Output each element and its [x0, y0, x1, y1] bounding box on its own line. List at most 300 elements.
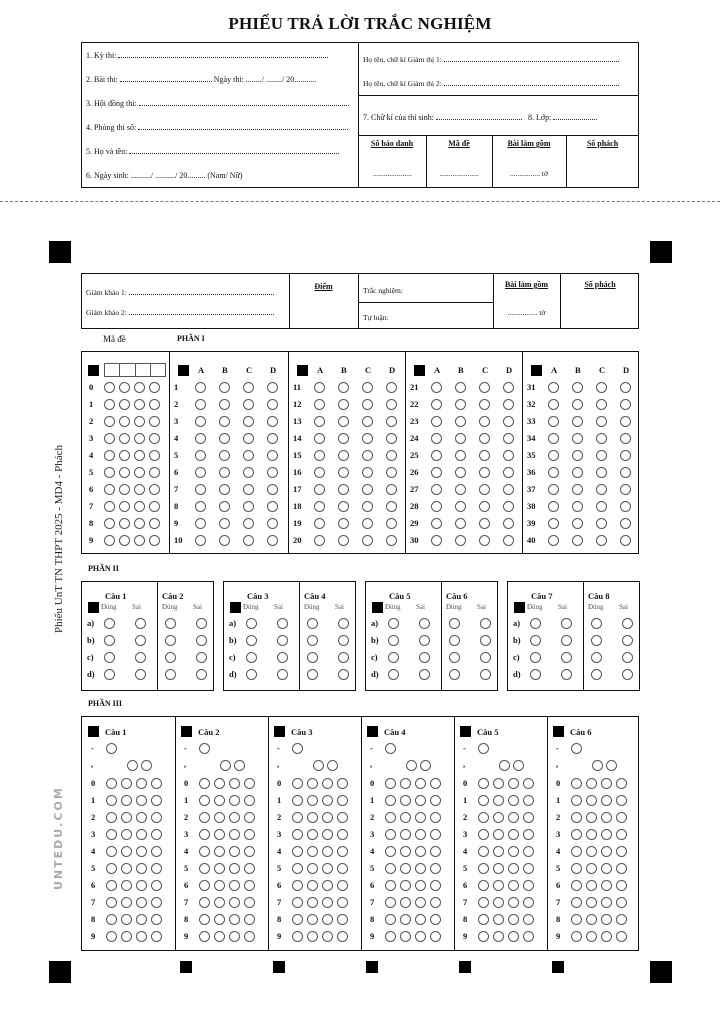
- digit-bubble[interactable]: [214, 795, 225, 806]
- digit-bubble[interactable]: [430, 914, 441, 925]
- digit-bubble[interactable]: [136, 897, 147, 908]
- digit-bubble[interactable]: [106, 914, 117, 925]
- digit-bubble[interactable]: [214, 829, 225, 840]
- answer-bubble[interactable]: [362, 399, 373, 410]
- answer-bubble[interactable]: [503, 416, 514, 427]
- true-false-bubble[interactable]: [307, 618, 318, 629]
- answer-bubble[interactable]: [596, 518, 607, 529]
- code-bubble[interactable]: [104, 518, 115, 529]
- true-false-bubble[interactable]: [530, 652, 541, 663]
- true-false-bubble[interactable]: [196, 618, 207, 629]
- digit-bubble[interactable]: [523, 880, 534, 891]
- digit-bubble[interactable]: [478, 914, 489, 925]
- answer-bubble[interactable]: [195, 518, 206, 529]
- answer-bubble[interactable]: [431, 501, 442, 512]
- digit-bubble[interactable]: [385, 846, 396, 857]
- digit-bubble[interactable]: [571, 914, 582, 925]
- true-false-bubble[interactable]: [165, 618, 176, 629]
- answer-bubble[interactable]: [195, 467, 206, 478]
- digit-bubble[interactable]: [601, 795, 612, 806]
- digit-bubble[interactable]: [106, 846, 117, 857]
- code-bubble[interactable]: [134, 416, 145, 427]
- answer-bubble[interactable]: [314, 416, 325, 427]
- digit-bubble[interactable]: [493, 795, 504, 806]
- answer-bubble[interactable]: [479, 518, 490, 529]
- code-bubble[interactable]: [104, 467, 115, 478]
- true-false-bubble[interactable]: [388, 618, 399, 629]
- digit-bubble[interactable]: [586, 846, 597, 857]
- true-false-bubble[interactable]: [104, 635, 115, 646]
- digit-bubble[interactable]: [415, 897, 426, 908]
- answer-bubble[interactable]: [195, 382, 206, 393]
- digit-bubble[interactable]: [415, 846, 426, 857]
- proctor-2-field[interactable]: Họ tên, chữ kí Giám thị 2:: [363, 79, 635, 88]
- minus-bubble[interactable]: [478, 743, 489, 754]
- digit-bubble[interactable]: [571, 829, 582, 840]
- digit-bubble[interactable]: [292, 914, 303, 925]
- candidate-field-2[interactable]: 2. Bài thi: Ngày thi: ......../ ......../ 20...........: [86, 75, 317, 84]
- digit-bubble[interactable]: [136, 812, 147, 823]
- digit-bubble[interactable]: [415, 829, 426, 840]
- answer-bubble[interactable]: [572, 518, 583, 529]
- signature-field[interactable]: 7. Chữ kí của thí sinh: 8. Lớp:: [363, 113, 635, 122]
- answer-bubble[interactable]: [503, 467, 514, 478]
- digit-bubble[interactable]: [307, 931, 318, 942]
- true-false-bubble[interactable]: [561, 618, 572, 629]
- digit-bubble[interactable]: [430, 897, 441, 908]
- digit-bubble[interactable]: [478, 829, 489, 840]
- digit-bubble[interactable]: [199, 914, 210, 925]
- answer-bubble[interactable]: [386, 399, 397, 410]
- answer-bubble[interactable]: [455, 535, 466, 546]
- digit-bubble[interactable]: [229, 795, 240, 806]
- answer-bubble[interactable]: [620, 535, 631, 546]
- answer-bubble[interactable]: [314, 399, 325, 410]
- info-col-value-1[interactable]: .....................: [439, 169, 479, 178]
- answer-bubble[interactable]: [219, 433, 230, 444]
- answer-bubble[interactable]: [386, 450, 397, 461]
- answer-bubble[interactable]: [548, 416, 559, 427]
- digit-bubble[interactable]: [307, 778, 318, 789]
- digit-bubble[interactable]: [571, 846, 582, 857]
- digit-bubble[interactable]: [430, 931, 441, 942]
- code-bubble[interactable]: [149, 399, 160, 410]
- true-false-bubble[interactable]: [246, 635, 257, 646]
- digit-bubble[interactable]: [244, 795, 255, 806]
- digit-bubble[interactable]: [292, 931, 303, 942]
- code-bubble[interactable]: [134, 382, 145, 393]
- digit-bubble[interactable]: [229, 846, 240, 857]
- digit-bubble[interactable]: [415, 812, 426, 823]
- answer-bubble[interactable]: [386, 416, 397, 427]
- true-false-bubble[interactable]: [561, 635, 572, 646]
- digit-bubble[interactable]: [199, 795, 210, 806]
- comma-bubble[interactable]: [313, 760, 324, 771]
- digit-bubble[interactable]: [493, 931, 504, 942]
- answer-bubble[interactable]: [362, 484, 373, 495]
- answer-bubble[interactable]: [362, 467, 373, 478]
- digit-bubble[interactable]: [244, 863, 255, 874]
- answer-bubble[interactable]: [572, 467, 583, 478]
- answer-bubble[interactable]: [572, 535, 583, 546]
- digit-bubble[interactable]: [136, 863, 147, 874]
- answer-bubble[interactable]: [431, 484, 442, 495]
- true-false-bubble[interactable]: [277, 635, 288, 646]
- answer-bubble[interactable]: [431, 450, 442, 461]
- code-bubble[interactable]: [134, 518, 145, 529]
- code-bubble[interactable]: [119, 518, 130, 529]
- comma-bubble[interactable]: [513, 760, 524, 771]
- true-false-bubble[interactable]: [419, 635, 430, 646]
- digit-bubble[interactable]: [400, 931, 411, 942]
- digit-bubble[interactable]: [229, 812, 240, 823]
- comma-bubble[interactable]: [499, 760, 510, 771]
- true-false-bubble[interactable]: [277, 652, 288, 663]
- candidate-field-5[interactable]: 5. Họ và tên:: [86, 147, 354, 156]
- answer-bubble[interactable]: [386, 484, 397, 495]
- digit-bubble[interactable]: [322, 812, 333, 823]
- digit-bubble[interactable]: [478, 897, 489, 908]
- digit-bubble[interactable]: [508, 863, 519, 874]
- digit-bubble[interactable]: [601, 914, 612, 925]
- answer-bubble[interactable]: [362, 518, 373, 529]
- digit-bubble[interactable]: [478, 795, 489, 806]
- digit-bubble[interactable]: [508, 897, 519, 908]
- comma-bubble[interactable]: [606, 760, 617, 771]
- answer-bubble[interactable]: [620, 484, 631, 495]
- true-false-bubble[interactable]: [338, 652, 349, 663]
- answer-bubble[interactable]: [219, 535, 230, 546]
- digit-bubble[interactable]: [523, 931, 534, 942]
- answer-bubble[interactable]: [479, 535, 490, 546]
- answer-bubble[interactable]: [267, 535, 278, 546]
- answer-bubble[interactable]: [548, 399, 559, 410]
- answer-bubble[interactable]: [219, 450, 230, 461]
- true-false-bubble[interactable]: [622, 635, 633, 646]
- digit-bubble[interactable]: [616, 897, 627, 908]
- answer-bubble[interactable]: [314, 501, 325, 512]
- digit-bubble[interactable]: [601, 897, 612, 908]
- digit-bubble[interactable]: [199, 897, 210, 908]
- candidate-field-1[interactable]: 1. Kỳ thi:: [86, 51, 354, 60]
- true-false-bubble[interactable]: [591, 669, 602, 680]
- true-false-bubble[interactable]: [480, 652, 491, 663]
- digit-bubble[interactable]: [121, 914, 132, 925]
- answer-bubble[interactable]: [243, 416, 254, 427]
- answer-bubble[interactable]: [596, 399, 607, 410]
- answer-bubble[interactable]: [431, 535, 442, 546]
- answer-bubble[interactable]: [267, 433, 278, 444]
- code-bubble[interactable]: [104, 416, 115, 427]
- answer-bubble[interactable]: [548, 433, 559, 444]
- essay-score-field[interactable]: Tự luận:: [363, 313, 389, 322]
- digit-bubble[interactable]: [601, 778, 612, 789]
- digit-bubble[interactable]: [430, 795, 441, 806]
- digit-bubble[interactable]: [400, 846, 411, 857]
- answer-bubble[interactable]: [338, 450, 349, 461]
- true-false-bubble[interactable]: [530, 669, 541, 680]
- answer-bubble[interactable]: [338, 518, 349, 529]
- digit-bubble[interactable]: [322, 846, 333, 857]
- digit-bubble[interactable]: [322, 829, 333, 840]
- comma-bubble[interactable]: [127, 760, 138, 771]
- code-bubble[interactable]: [149, 450, 160, 461]
- answer-bubble[interactable]: [431, 416, 442, 427]
- digit-bubble[interactable]: [229, 863, 240, 874]
- true-false-bubble[interactable]: [449, 618, 460, 629]
- digit-bubble[interactable]: [571, 897, 582, 908]
- digit-bubble[interactable]: [121, 829, 132, 840]
- code-bubble[interactable]: [134, 467, 145, 478]
- answer-bubble[interactable]: [267, 501, 278, 512]
- digit-bubble[interactable]: [244, 812, 255, 823]
- answer-bubble[interactable]: [195, 433, 206, 444]
- answer-bubble[interactable]: [620, 501, 631, 512]
- true-false-bubble[interactable]: [307, 669, 318, 680]
- code-bubble[interactable]: [149, 484, 160, 495]
- digit-bubble[interactable]: [616, 914, 627, 925]
- answer-bubble[interactable]: [455, 484, 466, 495]
- true-false-bubble[interactable]: [419, 669, 430, 680]
- digit-bubble[interactable]: [337, 931, 348, 942]
- digit-bubble[interactable]: [292, 829, 303, 840]
- digit-bubble[interactable]: [106, 812, 117, 823]
- code-bubble[interactable]: [104, 399, 115, 410]
- digit-bubble[interactable]: [214, 812, 225, 823]
- digit-bubble[interactable]: [601, 863, 612, 874]
- answer-bubble[interactable]: [596, 433, 607, 444]
- answer-bubble[interactable]: [479, 416, 490, 427]
- code-bubble[interactable]: [149, 535, 160, 546]
- answer-bubble[interactable]: [548, 382, 559, 393]
- digit-bubble[interactable]: [415, 914, 426, 925]
- exam-code-input[interactable]: [104, 363, 166, 377]
- digit-bubble[interactable]: [586, 863, 597, 874]
- answer-bubble[interactable]: [572, 450, 583, 461]
- true-false-bubble[interactable]: [419, 618, 430, 629]
- digit-bubble[interactable]: [616, 880, 627, 891]
- digit-bubble[interactable]: [523, 846, 534, 857]
- answer-bubble[interactable]: [386, 433, 397, 444]
- digit-bubble[interactable]: [106, 880, 117, 891]
- digit-bubble[interactable]: [616, 795, 627, 806]
- answer-bubble[interactable]: [338, 501, 349, 512]
- answer-bubble[interactable]: [338, 433, 349, 444]
- answer-bubble[interactable]: [596, 382, 607, 393]
- answer-bubble[interactable]: [548, 484, 559, 495]
- digit-bubble[interactable]: [121, 795, 132, 806]
- answer-bubble[interactable]: [455, 399, 466, 410]
- true-false-bubble[interactable]: [480, 618, 491, 629]
- digit-bubble[interactable]: [229, 914, 240, 925]
- answer-bubble[interactable]: [314, 433, 325, 444]
- code-bubble[interactable]: [119, 416, 130, 427]
- digit-bubble[interactable]: [616, 863, 627, 874]
- answer-bubble[interactable]: [479, 399, 490, 410]
- answer-bubble[interactable]: [362, 450, 373, 461]
- answer-bubble[interactable]: [314, 467, 325, 478]
- answer-bubble[interactable]: [338, 467, 349, 478]
- answer-bubble[interactable]: [243, 450, 254, 461]
- digit-bubble[interactable]: [400, 880, 411, 891]
- digit-bubble[interactable]: [322, 880, 333, 891]
- digit-bubble[interactable]: [415, 795, 426, 806]
- answer-bubble[interactable]: [503, 501, 514, 512]
- comma-bubble[interactable]: [141, 760, 152, 771]
- digit-bubble[interactable]: [415, 778, 426, 789]
- digit-bubble[interactable]: [430, 846, 441, 857]
- digit-bubble[interactable]: [229, 778, 240, 789]
- digit-bubble[interactable]: [337, 897, 348, 908]
- digit-bubble[interactable]: [151, 795, 162, 806]
- digit-bubble[interactable]: [214, 897, 225, 908]
- digit-bubble[interactable]: [571, 863, 582, 874]
- digit-bubble[interactable]: [415, 863, 426, 874]
- digit-bubble[interactable]: [307, 829, 318, 840]
- digit-bubble[interactable]: [400, 897, 411, 908]
- answer-bubble[interactable]: [386, 501, 397, 512]
- digit-bubble[interactable]: [586, 795, 597, 806]
- true-false-bubble[interactable]: [622, 669, 633, 680]
- code-bubble[interactable]: [119, 382, 130, 393]
- digit-bubble[interactable]: [337, 880, 348, 891]
- answer-bubble[interactable]: [548, 450, 559, 461]
- digit-bubble[interactable]: [337, 812, 348, 823]
- candidate-field-6[interactable]: 6. Ngày sinh: ........../ ........../ 20......... (Nam/ Nữ): [86, 171, 243, 180]
- answer-bubble[interactable]: [386, 518, 397, 529]
- digit-bubble[interactable]: [508, 914, 519, 925]
- answer-bubble[interactable]: [386, 467, 397, 478]
- answer-bubble[interactable]: [620, 518, 631, 529]
- code-bubble[interactable]: [104, 450, 115, 461]
- answer-bubble[interactable]: [219, 467, 230, 478]
- digit-bubble[interactable]: [430, 778, 441, 789]
- digit-bubble[interactable]: [214, 846, 225, 857]
- digit-bubble[interactable]: [307, 880, 318, 891]
- digit-bubble[interactable]: [586, 829, 597, 840]
- answer-bubble[interactable]: [620, 416, 631, 427]
- candidate-field-4[interactable]: 4. Phòng thi số:: [86, 123, 354, 132]
- digit-bubble[interactable]: [292, 897, 303, 908]
- digit-bubble[interactable]: [229, 897, 240, 908]
- digit-bubble[interactable]: [400, 829, 411, 840]
- digit-bubble[interactable]: [121, 846, 132, 857]
- answer-bubble[interactable]: [386, 535, 397, 546]
- answer-bubble[interactable]: [548, 467, 559, 478]
- true-false-bubble[interactable]: [135, 635, 146, 646]
- digit-bubble[interactable]: [571, 812, 582, 823]
- digit-bubble[interactable]: [601, 846, 612, 857]
- answer-bubble[interactable]: [431, 518, 442, 529]
- candidate-field-3[interactable]: 3. Hội đồng thi:: [86, 99, 354, 108]
- answer-bubble[interactable]: [243, 382, 254, 393]
- true-false-bubble[interactable]: [622, 652, 633, 663]
- info-col-value-0[interactable]: .....................: [372, 169, 412, 178]
- digit-bubble[interactable]: [136, 795, 147, 806]
- true-false-bubble[interactable]: [165, 669, 176, 680]
- digit-bubble[interactable]: [523, 778, 534, 789]
- digit-bubble[interactable]: [151, 897, 162, 908]
- digit-bubble[interactable]: [322, 931, 333, 942]
- answer-bubble[interactable]: [338, 535, 349, 546]
- digit-bubble[interactable]: [616, 931, 627, 942]
- digit-bubble[interactable]: [508, 880, 519, 891]
- answer-bubble[interactable]: [195, 501, 206, 512]
- true-false-bubble[interactable]: [388, 652, 399, 663]
- digit-bubble[interactable]: [337, 795, 348, 806]
- code-bubble[interactable]: [149, 433, 160, 444]
- digit-bubble[interactable]: [121, 880, 132, 891]
- digit-bubble[interactable]: [478, 846, 489, 857]
- answer-bubble[interactable]: [267, 382, 278, 393]
- digit-bubble[interactable]: [121, 778, 132, 789]
- digit-bubble[interactable]: [523, 812, 534, 823]
- answer-bubble[interactable]: [503, 399, 514, 410]
- code-bubble[interactable]: [119, 467, 130, 478]
- digit-bubble[interactable]: [106, 863, 117, 874]
- digit-bubble[interactable]: [214, 931, 225, 942]
- true-false-bubble[interactable]: [104, 652, 115, 663]
- code-bubble[interactable]: [134, 433, 145, 444]
- digit-bubble[interactable]: [337, 846, 348, 857]
- digit-bubble[interactable]: [385, 795, 396, 806]
- answer-bubble[interactable]: [243, 399, 254, 410]
- digit-bubble[interactable]: [244, 846, 255, 857]
- digit-bubble[interactable]: [199, 846, 210, 857]
- answer-bubble[interactable]: [455, 501, 466, 512]
- digit-bubble[interactable]: [478, 863, 489, 874]
- digit-bubble[interactable]: [478, 778, 489, 789]
- digit-bubble[interactable]: [322, 914, 333, 925]
- digit-bubble[interactable]: [307, 812, 318, 823]
- digit-bubble[interactable]: [478, 880, 489, 891]
- true-false-bubble[interactable]: [307, 652, 318, 663]
- answer-bubble[interactable]: [338, 416, 349, 427]
- answer-bubble[interactable]: [503, 382, 514, 393]
- answer-bubble[interactable]: [219, 382, 230, 393]
- answer-bubble[interactable]: [362, 501, 373, 512]
- answer-bubble[interactable]: [548, 518, 559, 529]
- digit-bubble[interactable]: [385, 863, 396, 874]
- true-false-bubble[interactable]: [338, 618, 349, 629]
- answer-bubble[interactable]: [219, 518, 230, 529]
- digit-bubble[interactable]: [307, 846, 318, 857]
- true-false-bubble[interactable]: [530, 618, 541, 629]
- digit-bubble[interactable]: [430, 863, 441, 874]
- digit-bubble[interactable]: [508, 829, 519, 840]
- digit-bubble[interactable]: [199, 778, 210, 789]
- answer-bubble[interactable]: [195, 450, 206, 461]
- digit-bubble[interactable]: [337, 778, 348, 789]
- digit-bubble[interactable]: [292, 880, 303, 891]
- minus-bubble[interactable]: [571, 743, 582, 754]
- digit-bubble[interactable]: [415, 931, 426, 942]
- code-bubble[interactable]: [119, 501, 130, 512]
- code-bubble[interactable]: [134, 484, 145, 495]
- answer-bubble[interactable]: [195, 484, 206, 495]
- digit-bubble[interactable]: [229, 880, 240, 891]
- digit-bubble[interactable]: [322, 863, 333, 874]
- digit-bubble[interactable]: [493, 812, 504, 823]
- answer-bubble[interactable]: [572, 399, 583, 410]
- digit-bubble[interactable]: [508, 778, 519, 789]
- answer-bubble[interactable]: [431, 382, 442, 393]
- digit-bubble[interactable]: [523, 914, 534, 925]
- code-bubble[interactable]: [119, 535, 130, 546]
- digit-bubble[interactable]: [571, 795, 582, 806]
- minus-bubble[interactable]: [106, 743, 117, 754]
- digit-bubble[interactable]: [586, 931, 597, 942]
